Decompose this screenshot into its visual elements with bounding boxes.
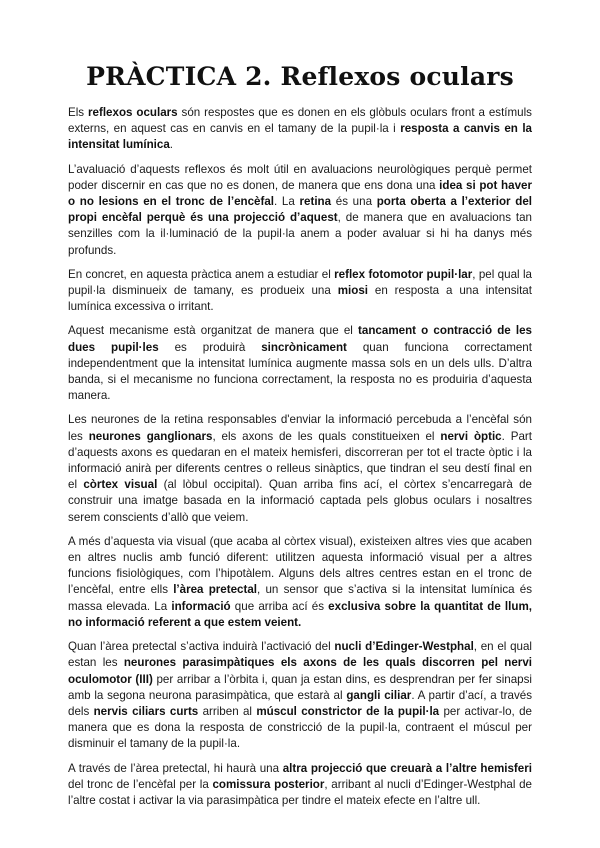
bold-term: múscul constrictor de la pupil·la <box>256 704 440 718</box>
text-run: . A partir d’ací, a través dels <box>68 688 532 718</box>
text-run: , pel qual la pupil·la disminueix de tamany, es produeix una <box>68 267 532 298</box>
text-run: A través de l’àrea pretectal, hi haurà una <box>68 761 283 775</box>
paragraph-5 <box>68 412 532 525</box>
paragraph-4 <box>68 323 532 404</box>
text-run: L’avaluació d’aquests reflexos és molt útil en avaluacions neurològiques perquè permet poder discernir en cas que no es donen, de manera que ens dona una <box>68 162 532 192</box>
paragraph-3 <box>68 267 532 316</box>
text-run: A més d’aquesta via visual (que acaba al còrtex visual), existeixen altres vies que acaben en altres nuclis amb funció diferent: utilitzen aquesta informació visual per a altres funcions fisiològiques, com l’hipotàlem. Alguns dels altres centres estan en el tronc de l’encèfal, entre ells <box>68 534 532 597</box>
text-run: del tronc de l’encèfal per la <box>68 777 213 791</box>
bold-term: comissura posterior <box>212 777 325 791</box>
text-run: per arribar a l’òrbita i, quan ja estan dins, es desprendran per fer sinapsi amb la segona neurona parasimpàtica, que estarà al <box>68 672 533 702</box>
paragraph-1 <box>68 105 532 154</box>
text-run: , de manera que en avaluacions tan senzilles com la il·luminació de la pupil·la anem a poder avaluar si hi ha danys més profunds. <box>68 211 533 257</box>
bold-term: altra projecció que creuarà a l’altre hemisferi <box>282 761 532 775</box>
bold-term: tancament o contracció de les dues pupil·les <box>68 324 533 354</box>
bold-term: l’àrea pretectal <box>173 583 258 597</box>
text-run: . Part d’aquests axons es quedaran en el mateix hemisferi, discorreran per tot el tracte òptic i la informació anirà per diferents centres o relleus sinàptics, que tindran el seu destí final en el <box>68 429 532 492</box>
bold-term: resposta a canvis en la intensitat lumínica <box>68 122 532 152</box>
text-run: Les neurones de la retina responsables d'enviar la informació percebuda a l’encèfal són les <box>68 413 532 443</box>
bold-term: idea si pot haver o no lesions en el tronc de l’encèfal <box>68 178 532 209</box>
text-run: en resposta a una intensitat lumínica excessiva o irritant. <box>68 284 532 314</box>
paragraph-6 <box>68 534 532 631</box>
bold-term: sincrònicament <box>261 340 347 354</box>
bold-term: exclusiva sobre la quantitat de llum, no informació referent a que estem veient. <box>68 599 532 629</box>
text-run: Aquest mecanisme està organitzat de manera que el <box>68 324 359 338</box>
text-run: , els axons de les quals constitueixen el <box>212 429 441 443</box>
text-run: , un sensor que s’activa si la intensitat lumínica és massa elevada. La <box>68 583 533 613</box>
text-run: En concret, en aquesta pràctica anem a estudiar el <box>68 267 335 281</box>
bold-term: gangli ciliar <box>346 688 412 702</box>
bold-term: informació <box>171 599 231 613</box>
bold-term: nucli d’Edinger-Westphal <box>334 640 474 654</box>
text-run: , arribant al nucli d’Edinger-Westphal de l’altre costat i activar la via parasimpàtica per tindre el mateix efecte en l’altre ull. <box>68 777 532 807</box>
paragraph-8 <box>68 761 532 810</box>
text-run: són respostes que es donen en els glòbuls oculars front a estímuls externs, en aquest cas en canvis en el tamany de la pupil·la i <box>68 106 532 136</box>
text-run: és una <box>331 195 377 209</box>
paragraph-7 <box>68 639 532 752</box>
text-run: quan funciona correctament independentment que la intensitat lumínica augmente massa sols en un dels ulls. D’altra banda, si el mecanisme no funciona correctament, la resposta no es produiria d’aquesta manera. <box>68 340 532 403</box>
bold-term: miosi <box>337 284 368 298</box>
bold-term: neurones parasimpàtiques els axons de les quals discorren pel nervi oculomotor (III) <box>68 656 532 686</box>
text-run: Quan l’àrea pretectal s’activa induirà l’activació del <box>68 640 335 654</box>
text-run: Els <box>68 106 89 119</box>
text-run: . La <box>274 195 300 209</box>
paragraph-2 <box>68 162 532 259</box>
bold-term: porta oberta a l’exterior del propi encèfal perquè és una projecció d’aquest <box>68 195 532 225</box>
text-run: per activar-lo, de manera que es dona la resposta de constricció de la pupil·la, contraent el múscul per disminuir el tamany de la pupil·la. <box>68 704 532 751</box>
text-run: es produirà <box>158 340 262 354</box>
text-run: , en el qual estan les <box>68 640 532 670</box>
body-text <box>68 105 532 809</box>
bold-term: neurones ganglionars <box>88 429 213 443</box>
bold-term: reflex fotomotor pupil·lar <box>334 267 473 281</box>
bold-term: nervis ciliars curts <box>93 704 199 718</box>
text-run: . <box>169 138 174 152</box>
bold-term: còrtex visual <box>83 478 158 492</box>
bold-term: reflexos oculars <box>88 106 178 119</box>
text-run: (al lòbul occipital). Quan arriba fins ací, el còrtex s’encarregarà de construir una imatge basada en la informació captada pels globus oculars i nosaltres serem conscients d’allò que veiem. <box>68 478 533 524</box>
text-run: que arriba ací és <box>230 599 329 613</box>
page-title: PRÀCTICA 2. Reflexos oculars <box>86 62 514 91</box>
text-run: arriben al <box>198 704 257 718</box>
bold-term: retina <box>299 195 332 209</box>
bold-term: nervi òptic <box>440 429 502 443</box>
